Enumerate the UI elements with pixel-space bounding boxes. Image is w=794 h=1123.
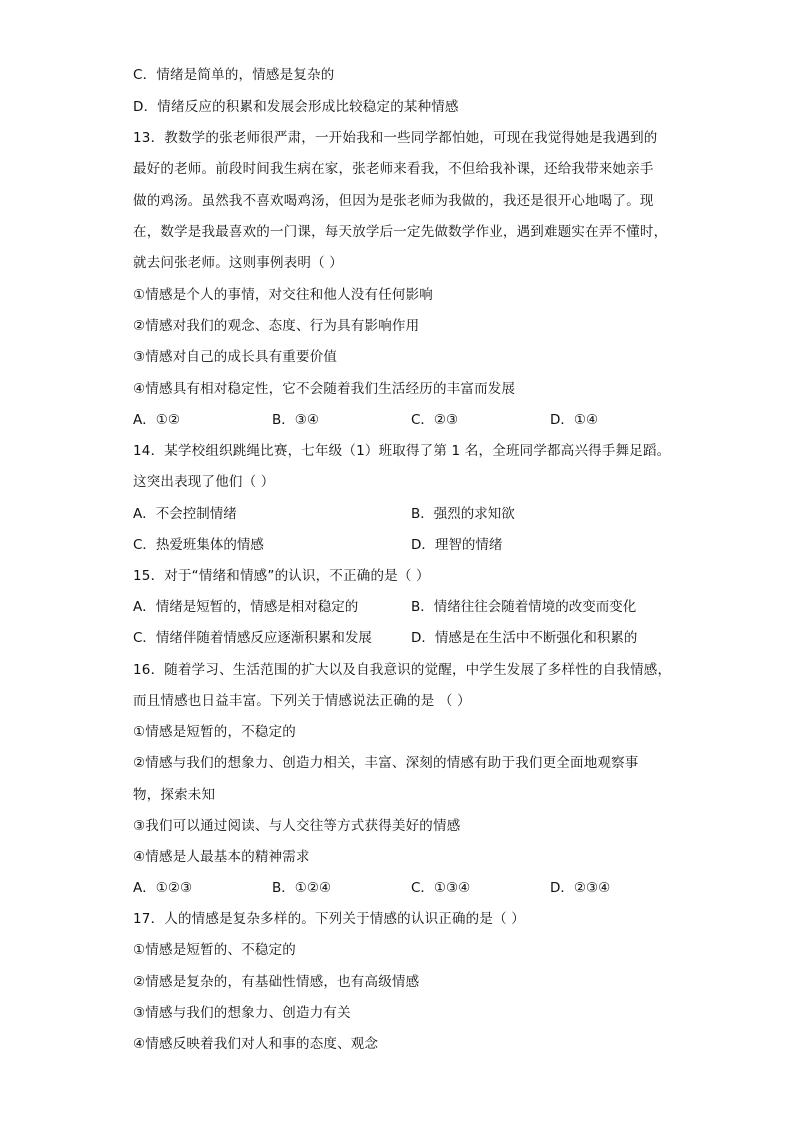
q17-statement-4: ④情感反映着我们对人和事的态度、观念 xyxy=(133,1036,379,1052)
q17-statement-3: ③情感与我们的想象力、创造力有关 xyxy=(133,1005,351,1021)
q17-statement-1: ①情感是短暂的、不稳定的 xyxy=(133,942,297,958)
q16-stem-line-1: 16．随着学习、生活范围的扩大以及自我意识的觉醒，中学生发展了多样性的自我情感， xyxy=(133,662,672,678)
q14-option-b: B．强烈的求知欲 xyxy=(411,506,515,522)
q16-statement-2: ②情感与我们的想象力、创造力相关，丰富、深刻的情感有助于我们更全面地观察事 xyxy=(133,755,639,771)
q16-stem-line-2: 而且情感也日益丰富。下列关于情感说法正确的是 （ ） xyxy=(133,693,471,709)
q14-option-a: A．不会控制情绪 xyxy=(133,506,237,522)
q13-statement-1: ①情感是个人的事情，对交往和他人没有任何影响 xyxy=(133,287,434,303)
q16-option-c: C．①③④ xyxy=(411,880,471,896)
q16-option-b: B．①②④ xyxy=(272,880,332,896)
q13-option-b: B．③④ xyxy=(272,412,319,428)
q16-statement-2-cont: 物，探索未知 xyxy=(133,787,216,803)
prev-option-c: C．情绪是简单的，情感是复杂的 xyxy=(133,67,335,83)
q15-option-d: D．情感是在生活中不断强化和积累的 xyxy=(411,630,638,646)
q16-statement-1: ①情感是短暂的，不稳定的 xyxy=(133,724,297,740)
q15-option-a: A．情绪是短暂的，情感是相对稳定的 xyxy=(133,599,359,615)
q16-option-a: A．①②③ xyxy=(133,880,193,896)
q13-statement-4: ④情感具有相对稳定性，它不会随着我们生活经历的丰富而发展 xyxy=(133,381,516,397)
q15-stem-line-1: 15．对于“情绪和情感”的认识，不正确的是（ ） xyxy=(133,568,430,584)
q14-stem-line-2: 这突出表现了他们（ ） xyxy=(133,474,275,490)
q13-option-a: A．①② xyxy=(133,412,180,428)
q17-statement-2: ②情感是复杂的，有基础性情感，也有高级情感 xyxy=(133,974,420,990)
q13-stem-line-3: 做的鸡汤。虽然我不喜欢喝鸡汤，但因为是张老师为我做的，我还是很开心地喝了。现 xyxy=(133,193,654,209)
q13-stem-line-5: 就去问张老师。这则事例表明（ ） xyxy=(133,255,343,271)
q13-stem-line-2: 最好的老师。前段时间我生病在家，张老师来看我，不但给我补课，还给我带来她亲手 xyxy=(133,161,654,177)
q13-stem-line-1: 13．教数学的张老师很严肃，一开始我和一些同学都怕她，可现在我觉得她是我遇到的 xyxy=(133,130,658,146)
q13-option-c: C．②③ xyxy=(411,412,459,428)
q13-stem-line-4: 在，数学是我最喜欢的一门课，每天放学后一定先做数学作业，遇到难题实在弄不懂时， xyxy=(133,224,668,240)
q15-option-b: B．情绪往往会随着情境的改变而变化 xyxy=(411,599,637,615)
q16-statement-4: ④情感是人最基本的精神需求 xyxy=(133,849,310,865)
q16-statement-3: ③我们可以通过阅读、与人交往等方式获得美好的情感 xyxy=(133,818,461,834)
prev-option-d: D．情绪反应的积累和发展会形成比较稳定的某种情感 xyxy=(133,99,459,115)
q15-option-c: C．情绪伴随着情感反应逐渐积累和发展 xyxy=(133,630,372,646)
q13-statement-3: ③情感对自己的成长具有重要价值 xyxy=(133,349,338,365)
q16-option-d: D．②③④ xyxy=(550,880,611,896)
q13-statement-2: ②情感对我们的观念、态度、行为具有影响作用 xyxy=(133,318,420,334)
q17-stem-line-1: 17．人的情感是复杂多样的。下列关于情感的认识正确的是（ ） xyxy=(133,911,525,927)
q14-option-c: C．热爱班集体的情感 xyxy=(133,537,264,553)
q14-option-d: D．理智的情绪 xyxy=(411,537,503,553)
q13-option-d: D．①④ xyxy=(550,412,599,428)
q14-stem-line-1: 14．某学校组织跳绳比赛，七年级（1）班取得了第 1 名，全班同学都高兴得手舞足蹈。 xyxy=(133,443,671,459)
